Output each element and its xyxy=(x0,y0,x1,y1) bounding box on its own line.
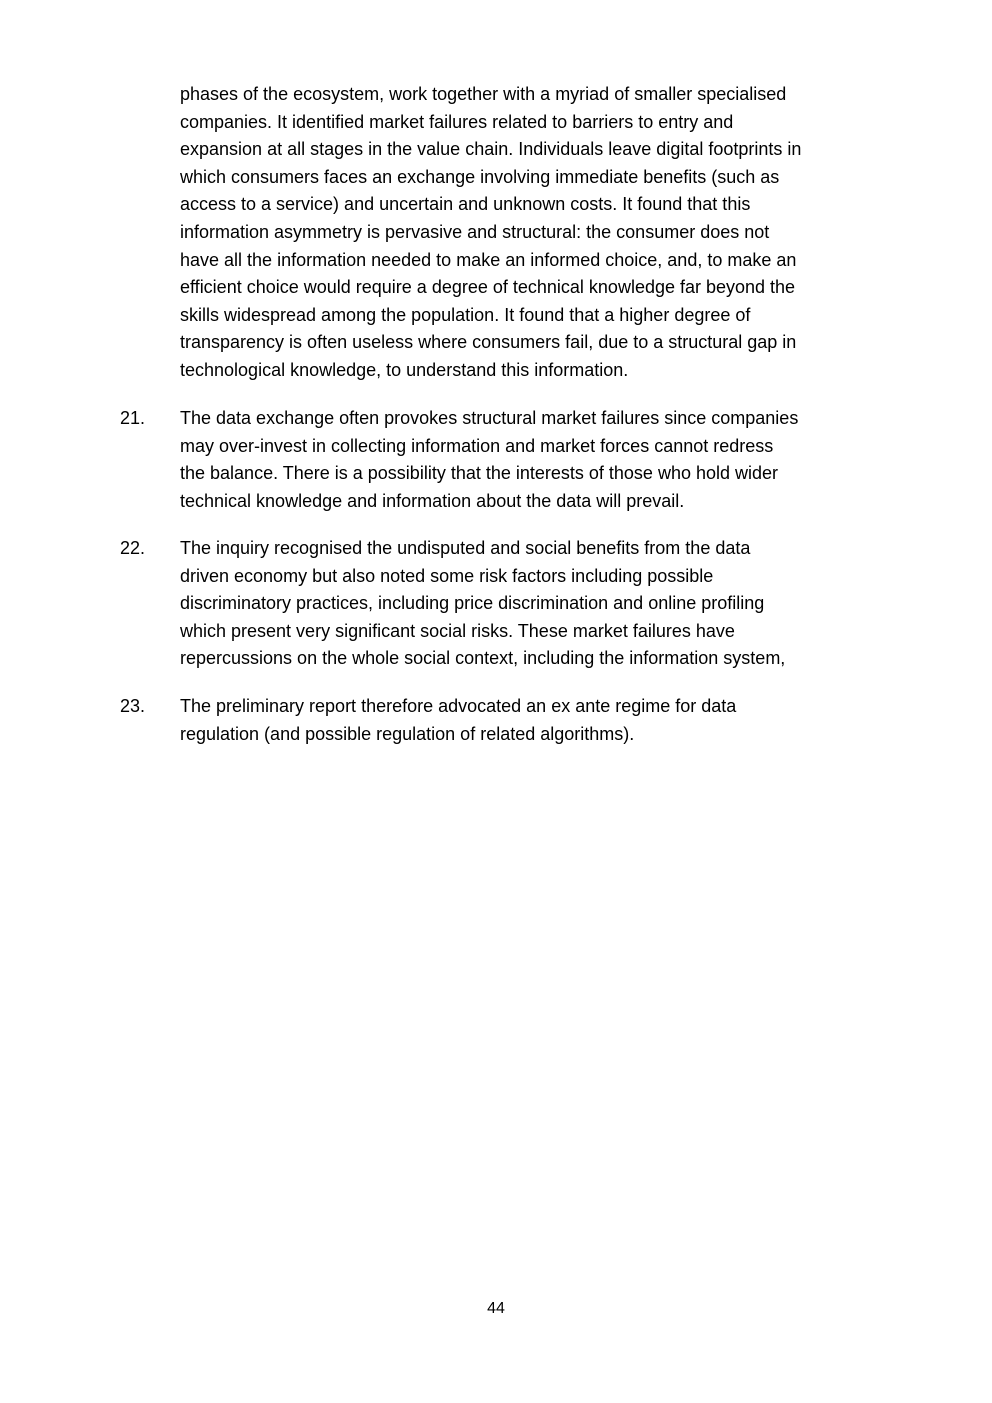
paragraph-continuation xyxy=(180,81,880,385)
text-line: companies. It identified market failures related to barriers to entry and xyxy=(180,111,734,132)
text-line: The data exchange often provokes structural market failures since companies xyxy=(180,408,799,428)
text-line: skills widespread among the population. It found that a higher degree of xyxy=(180,304,751,325)
text-line: regulation (and possible regulation of related algorithms). xyxy=(180,723,635,744)
text-line: efficient choice would require a degree of technical knowledge far beyond the xyxy=(180,277,796,298)
text-line: discriminatory practices, including price discrimination and online profiling xyxy=(180,593,765,614)
paragraph-number: 23. xyxy=(120,696,146,716)
text-line: information asymmetry is pervasive and structural: the consumer does not xyxy=(180,221,770,242)
text-line: may over-invest in collecting information and market forces cannot redress xyxy=(180,435,774,456)
text-line: The preliminary report therefore advocated an ex ante regime for data xyxy=(180,696,737,716)
text-line: expansion at all stages in the value chain. Individuals leave digital footprints in xyxy=(180,139,802,160)
page-number: 44 xyxy=(487,1300,505,1317)
paragraph-21 xyxy=(180,405,880,515)
paragraph-number: 22. xyxy=(120,538,146,558)
text-line: technical knowledge and information about the data will prevail. xyxy=(180,490,685,511)
paragraph-23 xyxy=(180,693,880,748)
paragraph-22 xyxy=(180,535,880,673)
text-line: which present very significant social risks. These market failures have xyxy=(180,620,735,641)
text-line: driven economy but also noted some risk factors including possible xyxy=(180,565,714,586)
text-line: transparency is often useless where consumers fail, due to a structural gap in xyxy=(180,332,797,353)
text-line: which consumers faces an exchange involving immediate benefits (such as xyxy=(180,166,780,187)
text-line: repercussions on the whole social context, including the information system, xyxy=(180,648,786,669)
text-line: phases of the ecosystem, work together with a myriad of smaller specialised xyxy=(180,84,787,104)
text-line: have all the information needed to make an informed choice, and, to make an xyxy=(180,249,797,270)
paragraph-number: 21. xyxy=(120,408,146,428)
text-line: technological knowledge, to understand this information. xyxy=(180,359,629,380)
text-line: access to a service) and uncertain and unknown costs. It found that this xyxy=(180,194,751,215)
text-line: the balance. There is a possibility that the interests of those who hold wider xyxy=(180,463,779,484)
text-line: The inquiry recognised the undisputed and social benefits from the data xyxy=(180,538,751,558)
